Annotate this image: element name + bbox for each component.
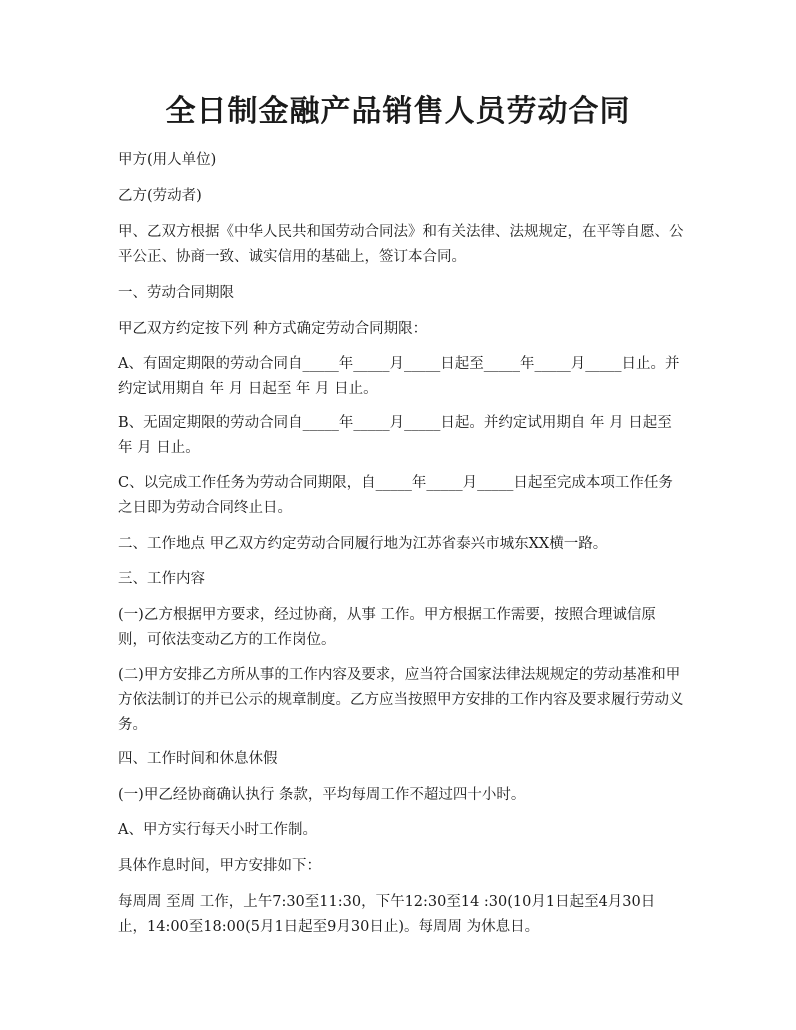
paragraph-content-2: (二)甲方安排乙方所从事的工作内容及要求，应当符合国家法律法规规定的劳动基准和甲方依法制订的并已公示的规章制度。乙方应当按照甲方安排的工作内容及要求履行劳动义务。 — [118, 667, 684, 733]
paragraph-schedule: 每周周 至周 工作，上午7:30至11:30，下午12:30至14 :30(10月1日起至4月30日止，14:00至18:00(5月1日起至9月30日止)。每周周 为休息日。 — [118, 894, 656, 935]
paragraph-term-method: 甲乙双方约定按下列 种方式确定劳动合同期限： — [118, 321, 428, 337]
paragraph-option-a: A、有固定期限的劳动合同自_____年_____月_____日起至_____年_____月_____日止。并约定试用期自 年 月 日起至 年 月 日止。 — [118, 356, 680, 397]
preamble-paragraph: 甲、乙双方根据《中华人民共和国劳动合同法》和有关法律、法规规定，在平等自愿、公平公正、协商一致、诚实信用的基础上，签订本合同。 — [118, 224, 684, 265]
paragraph-hours-a: A、甲方实行每天小时工作制。 — [118, 822, 317, 838]
section-heading-work-content: 三、工作内容 — [118, 571, 205, 587]
paragraph-content-1: (一)乙方根据甲方要求，经过协商，从事 工作。甲方根据工作需要，按照合理诚信原则，可依法变动乙方的工作岗位。 — [118, 607, 656, 648]
section-heading-term: 一、劳动合同期限 — [118, 285, 234, 301]
section-heading-workplace: 二、工作地点 甲乙双方约定劳动合同履行地为江苏省泰兴市城东XX横一路。 — [118, 536, 608, 552]
paragraph-schedule-intro: 具体作息时间，甲方安排如下： — [118, 858, 321, 874]
section-heading-hours: 四、工作时间和休息休假 — [118, 751, 278, 767]
paragraph-option-b: B、无固定期限的劳动合同自_____年_____月_____日起。并约定试用期自 年 月 日起至 年 月 日止。 — [118, 415, 677, 456]
paragraph-option-c: C、以完成工作任务为劳动合同期限，自_____年_____月_____日起至完成本项工作任务之日即为劳动合同终止日。 — [118, 475, 673, 516]
paragraph-hours-1: (一)甲乙经协商确认执行 条款，平均每周工作不超过四十小时。 — [118, 787, 526, 803]
document-title: 全日制金融产品销售人员劳动合同 — [165, 94, 631, 129]
party-b-line: 乙方(劳动者) — [118, 188, 202, 204]
party-a-line: 甲方(用人单位) — [118, 152, 217, 168]
